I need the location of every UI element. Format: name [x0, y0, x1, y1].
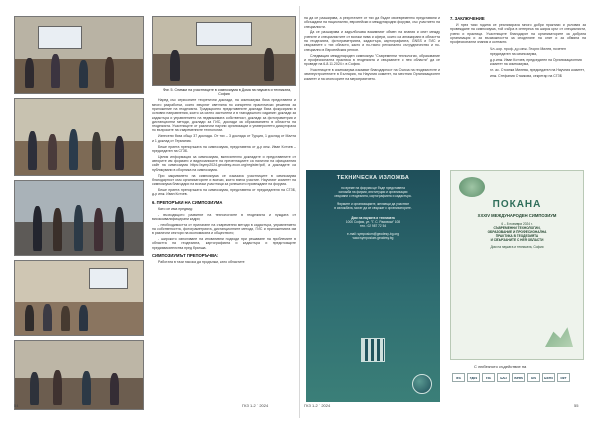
- right-text-column-b: [450, 16, 586, 166]
- journal-footer-right: ГКЗ 1-2 ` 2024: [304, 403, 331, 408]
- exhibition-poster: [306, 170, 440, 402]
- partner-logo: FIG: [482, 373, 495, 382]
- poster-line: изложба на фирми, институции и организации: [338, 190, 408, 194]
- paragraph: на да се разширява, а резултатите от тях да бъдат своевременно представяни и обсъждани на национални, европейски и международни форуми, със участието на специалисти.: [304, 16, 440, 29]
- poster-line: www.symposium.geodesy.bg: [352, 236, 394, 240]
- section-6-heading: 6. ПРЕПОРЪКИ НА СИМПОЗИУМА: [152, 199, 223, 205]
- page-number-right: 55: [574, 403, 579, 408]
- paragraph: Участниците в симпозиума изказват благодарност на Съюза на геодезистите и землеустроителите в България, на Научния комитет, на местния Организационен комитет и на спонсорите на мероприятието.: [304, 68, 440, 81]
- paragraph: И през тази година се реализираха много добри практики и условия за провеждане на симпозиума, той събра в интереса на широк кръг от специалисти, учени и практици. Участниците благодарят на организаторите за добрата организация и за възможността за споделяне на опит и за обмяна на професионални знания и контакти.: [450, 23, 586, 45]
- partner-logo: ГДКЗ: [467, 373, 480, 382]
- invitation-title: ПОКАНА: [492, 199, 542, 210]
- photo-seated-audience: [14, 260, 144, 336]
- recommendation-heading: СИМПОЗИУМЪТ ПРЕПОРЪЧВА:: [152, 253, 219, 259]
- partner-logo: ISPRS: [512, 373, 525, 382]
- section-7-heading: 7. ЗАКЛЮЧЕНИЕ: [450, 16, 485, 21]
- poster-line: свързани с геодезията, картографията и кадастъра.: [334, 194, 412, 198]
- author-line: Чл.-кор. проф. д.р.инж. Георги Милев, почетен председател на симпозиума,: [490, 47, 566, 56]
- poster-line: тел.: 02 987 72 54: [359, 224, 387, 228]
- exhibition-poster-title: ТЕХНИЧЕСКА ИЗЛОЖБА: [336, 175, 410, 181]
- author-line: инж. Стефания Стаикова, секретар на СГЗБ: [490, 73, 563, 78]
- partner-logo: БФПЗ: [542, 373, 555, 382]
- poster-line: ПРАКТИКА В ГЕОДЕЗИЯТА: [495, 234, 539, 238]
- partner-logo: GIS: [527, 373, 540, 382]
- paragraph: Следващия международен симпозиум "Съвременни технологии, образование и професионална практика в геодезията и свързаните с нея области" да се проведе на 6-8.11.2024 г. в София.: [304, 53, 440, 67]
- invitation-subtitle: XXXIV МЕЖДУНАРОДЕН СИМПОЗИУМ: [477, 213, 557, 218]
- poster-line: Дом на науката и техниката: [351, 216, 395, 220]
- page-number-left: 54: [14, 403, 19, 408]
- photo-participants-hall: [14, 98, 144, 176]
- right-page: [304, 12, 586, 414]
- paragraph: При закриването на симпозиума се изказаха участниците в симпозиума благодарност към организаторите и всички, които взеха участие. Научният комитет на симпозиума благодари на всички участници за успешното провеждане на форума.: [152, 173, 296, 187]
- paragraph: - възходящото развитие на технологиите в геодезията и нуждата от висококвалифицирани кадри;: [152, 212, 296, 221]
- poster-line: СЪВРЕМЕННИ ТЕХНОЛОГИИ,: [493, 226, 541, 230]
- paragraph: - широкото използване на иновативни подходи при решаване на проблемите в областта на геодезията, картографията и кадастъра и предстоящите предизвикателства пред бранша.: [152, 237, 296, 250]
- illustration-icon: [545, 325, 573, 347]
- paragraph: Като се има предвид:: [158, 206, 193, 211]
- poster-line: 6 – 8 ноември 2024 г.: [501, 222, 533, 226]
- poster-line: Фирмите и организациите, желаещи да участват: [336, 202, 410, 206]
- photo-caption: Фиг. 5. Снимки на участниците в симпозиума в Дома на науката и техниката, София: [162, 88, 292, 97]
- illustration-icon: [459, 177, 485, 197]
- authors-block: [490, 47, 586, 78]
- paragraph: Да се разширява и задълбочава взаимният обмен на знания и опит между учените и специалистите от всички нива и сфери, които са ангажирани в областта на геодезията, фотограметрията, кадастъра, картографията, GNSS и ГИС и свързаните с тях области, както и по-тясно регионално сътрудничество и по-специално в Европейския регион.: [304, 30, 440, 52]
- right-text-column-a: [304, 16, 440, 166]
- partner-logo: ИКТ: [557, 373, 570, 382]
- photo-group-standing: [14, 180, 144, 256]
- paragraph: Беше приета препоръката на симпозиума, представена от председателя на СГЗБ, д-р инж. Иван Котчев.: [152, 188, 296, 197]
- globe-icon: [412, 374, 432, 394]
- poster-line: e-mail: symposium@geodesy-bg.org: [347, 232, 399, 236]
- partner-logo-strip: [452, 373, 584, 382]
- journal-footer-left: ГКЗ 1-2 ` 2024: [242, 403, 269, 408]
- partner-logo: ІFG: [452, 373, 465, 382]
- author-line: гл. ас. Стоянка Милева, председател на Научния комитет,: [490, 67, 585, 72]
- paragraph: - необходимостта от прилагане на съвременни методи в кадастъра, управлението на собствеността, фотограметрията, дистанционните методи, ГИС и приложенията им в различни сектори на икономиката и обществото;: [152, 222, 296, 236]
- qr-code-icon: [361, 338, 385, 362]
- paragraph: Изнесени бяха общо 37 доклада. От тях – 3 доклада от Турция, 1 доклад от Малта и 1 доклад от Германия.: [152, 134, 296, 143]
- paragraph: Целия информация за симпозиума, включително докладите и представените от авторите им формати и видеозаписите на презентациите са налични на официалния сайт на симпозиума https://symp2024.geodesy-econ.org/register/pdf, а докладите са публикувани в сборника на симпозиума.: [152, 154, 296, 172]
- poster-line: И СВЪРЗАНИТЕ С НЕЯ ОБЛАСТИ: [490, 238, 544, 242]
- author-line: д.р.инж. Иван Котчев, председател на Организационния комитет на симпозиума,: [490, 57, 582, 66]
- left-text-column: [152, 16, 296, 408]
- photo-conference-hall: [14, 16, 144, 94]
- poster-line: по време на форума ще бъде представена: [341, 186, 405, 190]
- left-page: [14, 12, 296, 414]
- paragraph: Беше приета препоръката на симпозиума, представена от д-р инж. Иван Котчев – председател на СГЗБ.: [152, 144, 296, 153]
- poster-line: ОБРАЗОВАНИЕ И ПРОФЕСИОНАЛНА: [487, 230, 547, 234]
- partners-label: С любезното съдействие на: [474, 364, 527, 369]
- photo-discussion: [14, 340, 144, 410]
- poster-line: 1000 София, ул. "Г. С. Раковски" 108: [345, 220, 401, 224]
- poster-line: Дом на науката и техниката, София: [490, 245, 544, 249]
- partner-logo: БАН: [497, 373, 510, 382]
- paragraph: Работата в тази насока да продължи, като областите: [158, 260, 245, 265]
- invitation-poster: [450, 170, 584, 360]
- poster-line: в изложбата, могат да се свържат с организаторите.: [334, 206, 412, 210]
- photo-speaker-podium: [152, 16, 296, 86]
- paragraph: Наред със сериозните теоретични доклади, на симпозиума бяха представени и много разработки, които хвърлят светлина по конкретни практически решения за приложение на геодезията. Традиционно представените доклади бяха фокусирани в основни направления, които са силно застъпени и в тазгодишното издание: доклади за кадастъра и управлението на недвижимата собственост, доклади за фотограметрия и дистанционни методи, доклади за ГИС, доклади за образованието в областта на геодезията. Участниците от различни научни организации и университети дискутираха по въпросите на съвременните технологии.: [152, 98, 296, 133]
- page-gutter: [299, 6, 300, 418]
